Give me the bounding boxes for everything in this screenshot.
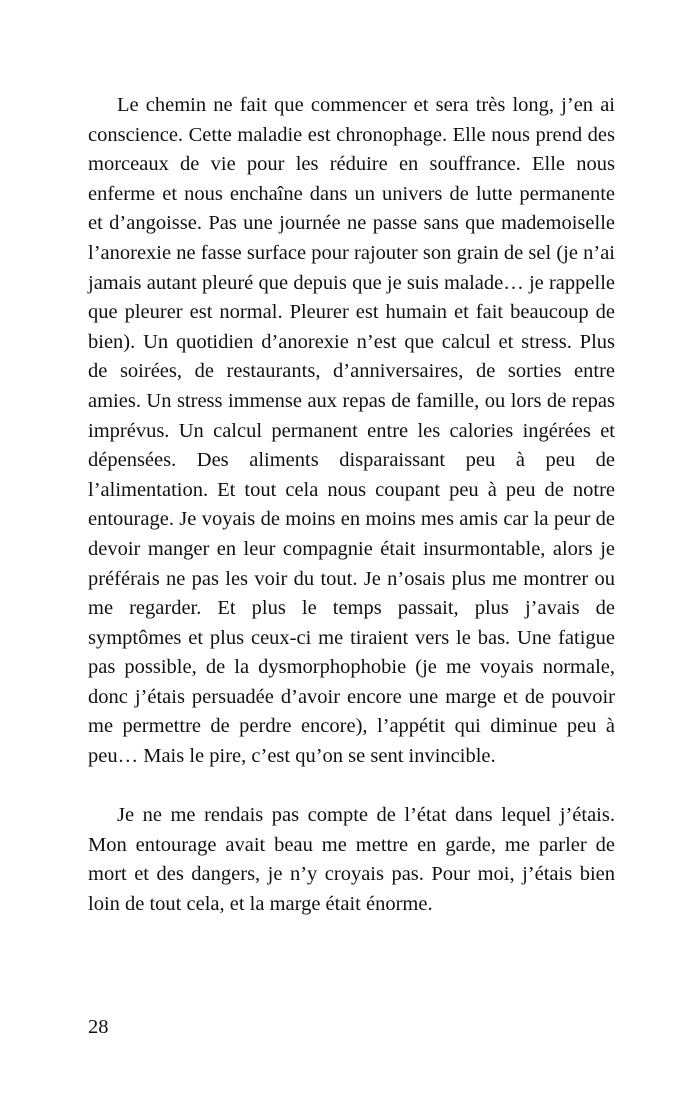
body-text [88,91,615,920]
paragraph-1: Le chemin ne fait que commencer et sera très long, j’en ai conscience. Cette maladie est chronophage. Elle nous prend des morceaux de vie pour les réduire en souffrance. Elle nous enferme et nous enchaîne dans un univers de lutte permanente et d’angoisse. Pas une journée ne passe sans que mademoiselle l’anorexie ne fasse surface pour rajouter son grain de sel (je n’ai jamais autant pleuré que depuis que je suis malade… je rappelle que pleurer est normal. Pleurer est humain et fait beaucoup de bien). Un quotidien d’anorexie n’est que calcul et stress. Plus de soirées, de restaurants, d’anniversaires, de sorties entre amies. Un stress immense aux repas de famille, ou lors de repas imprévus. Un calcul permanent entre les calories ingérées et dépensées. Des aliments disparaissant peu à peu de l’alimentation. Et tout cela nous coupant peu à peu de notre entourage. Je voyais de moins en moins mes amis car la peur de devoir manger en leur compagnie était insurmontable, alors je préférais ne pas les voir du tout. Je n’osais plus me montrer ou me regarder. Et plus le temps passait, plus j’avais de symptômes et plus ceux-ci me tiraient vers le bas. Une fatigue pas possible, de la dysmorphophobie (je me voyais normale, donc j’étais persuadée d’avoir encore une marge et de pouvoir me permettre de perdre encore), l’appétit qui diminue peu à peu… Mais le pire, c’est qu’on se sent invincible. [88,94,615,768]
page-number: 28 [88,1016,109,1038]
paragraph-2: Je ne me rendais pas compte de l’état dans lequel j’étais. Mon entourage avait beau me mettre en garde, me parler de mort et des dangers, je n’y croyais pas. Pour moi, j’étais bien loin de tout cela, et la marge était énorme. [88,804,615,916]
